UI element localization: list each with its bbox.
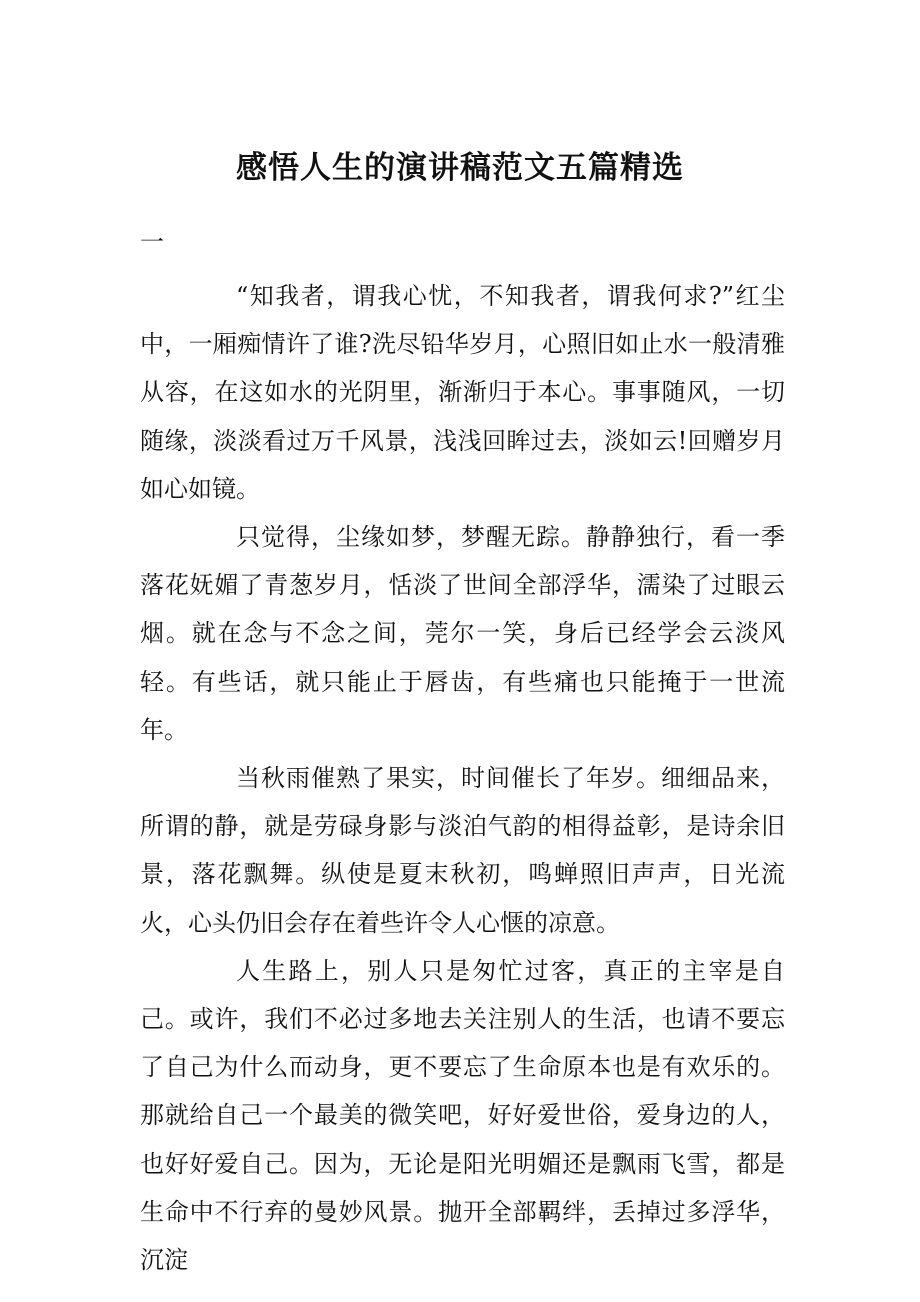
paragraph-3: 当秋雨催熟了果实，时间催长了年岁。细细品来，所谓的静，就是劳碌身影与淡泊气韵的相得益彰，是诗余旧景，落花飘舞。纵使是夏末秋初，鸣蝉照旧声声，日光流火，心头仍旧会存在着些许令人心惬的凉意。 bbox=[140, 764, 785, 937]
document-title: 感悟人生的演讲稿范文五篇精选 bbox=[236, 150, 684, 186]
section-number: 一 bbox=[140, 228, 164, 256]
paragraph-1: “知我者，谓我心忧，不知我者，谓我何求?”红尘中，一厢痴情许了谁?洗尽铅华岁月，心照旧如止水一般清雅从容，在这如水的光阴里，渐渐归于本心。事事随风，一切随缘，淡淡看过万千风景，浅浅回眸过去，淡如云!回赠岁月如心如镜。 bbox=[140, 282, 785, 503]
body-text bbox=[140, 272, 785, 1284]
paragraph-4: 人生路上，别人只是匆忙过客，真正的主宰是自己。或许，我们不必过多地去关注别人的生活，也请不要忘了自己为什么而动身，更不要忘了生命原本也是有欢乐的。那就给自己一个最美的微笑吧，好好爱世俗，爱身边的人，也好好爱自己。因为，无论是阳光明媚还是飘雨飞雪，都是生命中不行弃的曼妙风景。抛开全部羁绊，丢掉过多浮华，沉淀 bbox=[140, 956, 785, 1275]
paragraph-2: 只觉得，尘缘如梦，梦醒无踪。静静独行，看一季落花妩媚了青葱岁月，恬淡了世间全部浮华，濡染了过眼云烟。就在念与不念之间，莞尔一笑，身后已经学会云淡风轻。有些话，就只能止于唇齿，有些痛也只能掩于一世流年。 bbox=[140, 523, 785, 744]
